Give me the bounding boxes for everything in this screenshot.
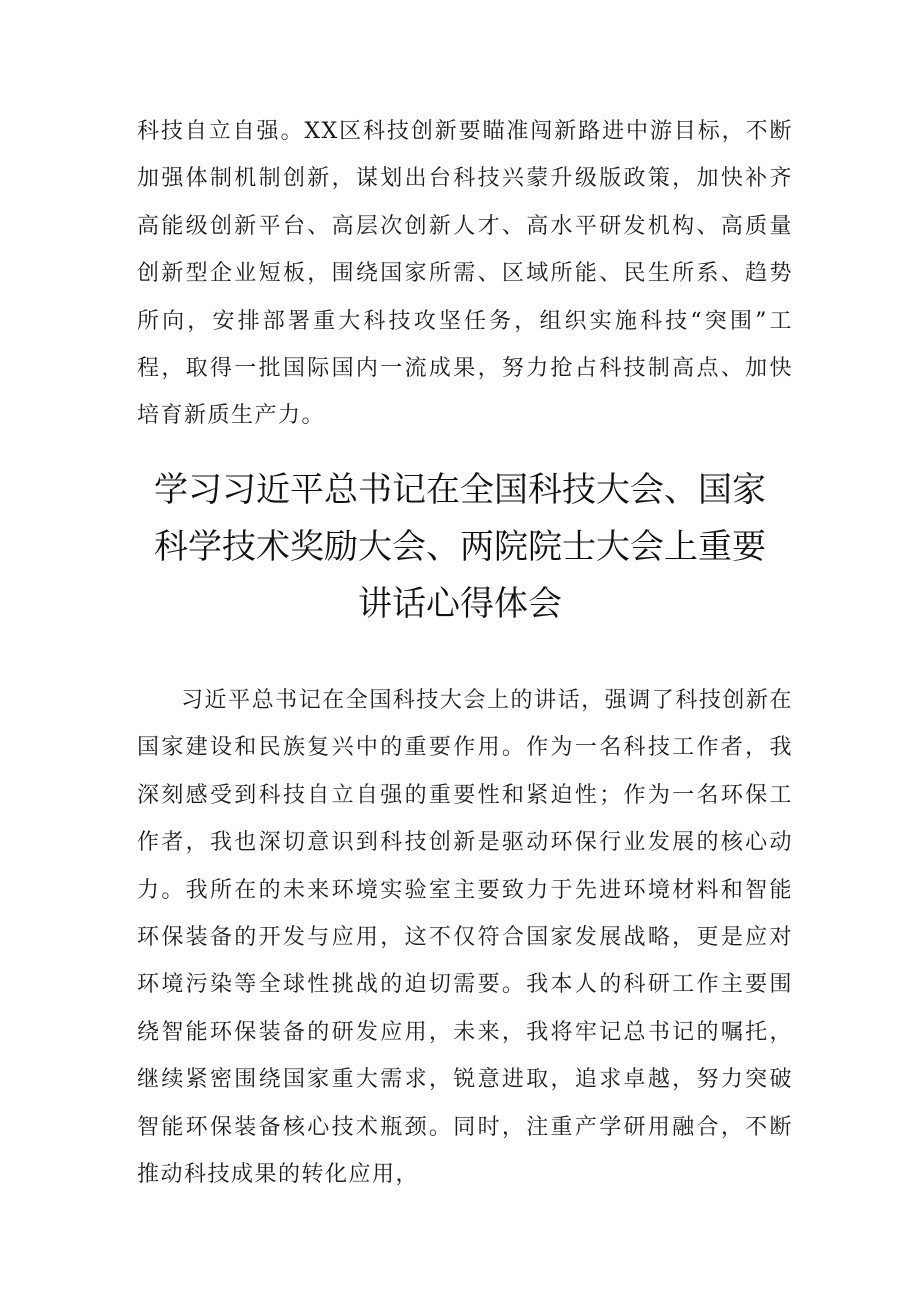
article-title — [110, 462, 810, 633]
body-paragraph-2: 习近平总书记在全国科技大会上的讲话，强调了科技创新在国家建设和民族复兴中的重要作用。作为一名科技工作者，我深刻感受到科技自立自强的重要性和紧迫性；作为一名环保工作者，我也深切意识到科技创新是驱动环保行业发展的核心动力。我所在的未来环境实验室主要致力于先进环境材料和智能环保装备的开发与应用，这不仅符合国家发展战略，更是应对环境污染等全球性挑战的迫切需要。我本人的科研工作主要围绕智能环保装备的研发应用，未来，我将牢记总书记的嘱托，继续紧密围绕国家重大需求，锐意进取，追求卓越，努力突破智能环保装备核心技术瓶颈。同时，注重产学研用融合，不断推动科技成果的转化应用， — [137, 688, 793, 1188]
title-line-2: 科学技术奖励大会、两院院士大会上重要 — [154, 527, 766, 567]
title-line-1: 学习习近平总书记在全国科技大会、国家 — [154, 470, 766, 510]
title-line-3: 讲话心得体会 — [358, 584, 562, 624]
body-paragraph-1: 科技自立自强。XX区科技创新要瞄准闯新路进中游目标，不断加强体制机制创新，谋划出台科技兴蒙升级版政策，加快补齐高能级创新平台、高层次创新人才、高水平研发机构、高质量创新型企业短板，围绕国家所需、区域所能、民生所系、趋势所向，安排部署重大科技攻坚任务，组织实施科技“突围”工程，取得一批国际国内一流成果，努力抢占科技制高点、加快培育新质生产力。 — [137, 119, 793, 429]
